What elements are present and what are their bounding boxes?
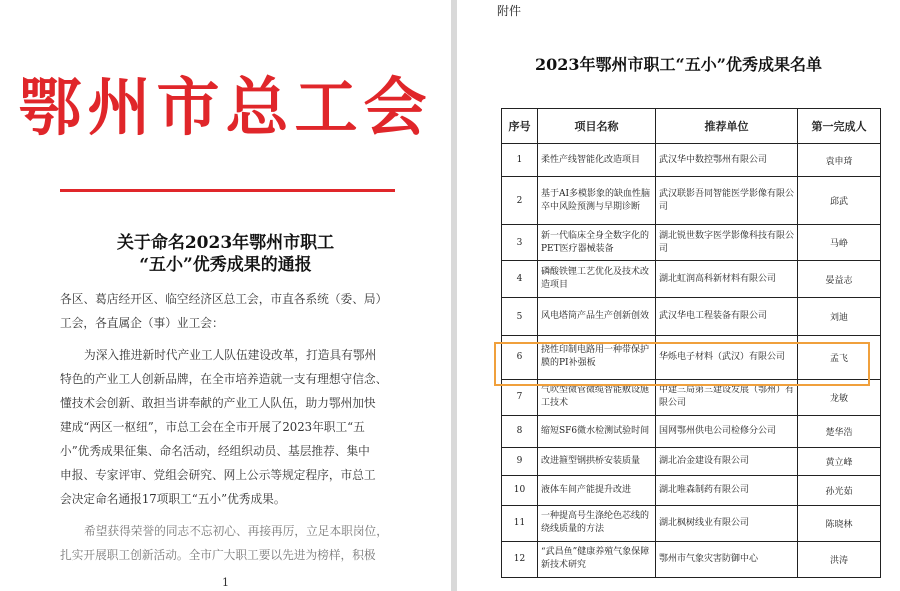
table-row bbox=[502, 144, 881, 177]
notice-title-line-2: “五小”优秀成果的通报 bbox=[139, 255, 312, 275]
column-header: 第一完成人 bbox=[798, 109, 881, 144]
project-name: 风电塔筒产品生产创新创效 bbox=[538, 298, 656, 336]
table-row bbox=[502, 447, 881, 475]
recommending-unit: 华烁电子材料（武汉）有限公司 bbox=[656, 336, 798, 379]
body-line: 扎实开展职工创新活动。全市广大职工要以先进为榜样，积极 bbox=[60, 548, 376, 562]
project-name: 缩短SF6微水检测试验时间 bbox=[538, 415, 656, 447]
project-name: 液体车间产能提升改进 bbox=[538, 475, 656, 505]
recommending-unit: 湖北虹润高科新材料有限公司 bbox=[656, 261, 798, 298]
masthead-title: 鄂州市总工会 bbox=[18, 70, 433, 144]
first-contributor: 楚华浩 bbox=[798, 415, 881, 447]
row-number: 10 bbox=[502, 475, 538, 505]
first-contributor: 袁申琦 bbox=[798, 144, 881, 177]
recommending-unit: 湖北锐世数字医学影像科技有限公司 bbox=[656, 225, 798, 261]
page-number: 1 bbox=[222, 576, 229, 589]
recommending-unit: 鄂州市气象灾害防御中心 bbox=[656, 541, 798, 577]
project-name: 柔性产线智能化改造项目 bbox=[538, 144, 656, 177]
recommending-unit: 湖北唯森制药有限公司 bbox=[656, 475, 798, 505]
project-name: 磷酸铁锂工艺优化及技术改造项目 bbox=[538, 261, 656, 298]
first-contributor: 邱武 bbox=[798, 177, 881, 225]
recommending-unit: 中建三局第三建设发展（鄂州）有限公司 bbox=[656, 379, 798, 415]
attachment-label: 附件 bbox=[497, 4, 522, 18]
table-row bbox=[502, 261, 881, 298]
recommending-unit: 湖北枫树线业有限公司 bbox=[656, 505, 798, 541]
table-row bbox=[502, 505, 881, 541]
row-number: 6 bbox=[502, 336, 538, 379]
first-contributor: 龙敏 bbox=[798, 379, 881, 415]
table-header-row bbox=[502, 109, 881, 144]
notice-title-line-1: 关于命名2023年鄂州市职工 bbox=[116, 233, 335, 253]
column-header: 推荐单位 bbox=[656, 109, 798, 144]
first-contributor: 陈晓林 bbox=[798, 505, 881, 541]
table-row bbox=[502, 177, 881, 225]
body-line: 会决定命名通报17项职工“五小”优秀成果。 bbox=[60, 492, 286, 506]
project-name: 气吹型微管微缆智能敷设施工技术 bbox=[538, 379, 656, 415]
row-number: 7 bbox=[502, 379, 538, 415]
table-row bbox=[502, 379, 881, 415]
column-header: 项目名称 bbox=[538, 109, 656, 144]
project-name: 新一代临床全身全数字化的PET医疗器械装备 bbox=[538, 225, 656, 261]
attachment-page bbox=[457, 0, 900, 591]
project-name: 挠性印制电路用一种带保护膜的PI补强板 bbox=[538, 336, 656, 379]
body-line: 建成“两区一枢纽”，市总工会在全市开展了2023年职工“五 bbox=[60, 420, 365, 434]
row-number: 3 bbox=[502, 225, 538, 261]
first-contributor: 刘迪 bbox=[798, 298, 881, 336]
project-name: “武昌鱼”健康养殖气象保障新技术研究 bbox=[538, 541, 656, 577]
row-number: 11 bbox=[502, 505, 538, 541]
first-contributor: 马峥 bbox=[798, 225, 881, 261]
recommending-unit: 武汉联影吾同智能医学影像有限公司 bbox=[656, 177, 798, 225]
body-line: 特色的产业工人创新品牌，在全市培养造就一支有理想守信念、 bbox=[60, 372, 388, 386]
body-line: 申报、专家评审、党组会研究、网上公示等规定程序，市总工 bbox=[60, 468, 376, 482]
table-row bbox=[502, 298, 881, 336]
table-row bbox=[502, 415, 881, 447]
row-number: 2 bbox=[502, 177, 538, 225]
row-number: 5 bbox=[502, 298, 538, 336]
recommending-unit: 国网鄂州供电公司检修分公司 bbox=[656, 415, 798, 447]
first-contributor: 孙光茹 bbox=[798, 475, 881, 505]
award-table bbox=[501, 108, 881, 578]
table-row bbox=[502, 225, 881, 261]
row-number: 8 bbox=[502, 415, 538, 447]
first-contributor: 洪涛 bbox=[798, 541, 881, 577]
recommending-unit: 武汉华电工程装备有限公司 bbox=[656, 298, 798, 336]
list-title: 2023年鄂州市职工“五小”优秀成果名单 bbox=[535, 55, 822, 74]
project-name: 改进箍型钢拱桥安装质量 bbox=[538, 447, 656, 475]
body-line: 小”优秀成果征集、命名活动，经组织动员、基层推荐、集中 bbox=[60, 444, 370, 458]
recommending-unit: 湖北冶金建设有限公司 bbox=[656, 447, 798, 475]
first-contributor: 黄立峰 bbox=[798, 447, 881, 475]
row-number: 12 bbox=[502, 541, 538, 577]
row-number: 1 bbox=[502, 144, 538, 177]
first-contributor: 晏益志 bbox=[798, 261, 881, 298]
row-number: 4 bbox=[502, 261, 538, 298]
project-name: 基于AI多模影象的缺血性脑卒中风险预测与早期诊断 bbox=[538, 177, 656, 225]
column-header: 序号 bbox=[502, 109, 538, 144]
body-line: 懂技术会创新、敢担当讲奉献的产业工人队伍，助力鄂州加快 bbox=[60, 396, 376, 410]
project-name: 一种提高号生涤纶色芯线的绕线质量的方法 bbox=[538, 505, 656, 541]
body-line: 各区、葛店经开区、临空经济区总工会，市直各系统（委、局） bbox=[60, 292, 388, 306]
body-line: 为深入推进新时代产业工人队伍建设改革，打造具有鄂州 bbox=[84, 348, 377, 362]
red-divider bbox=[60, 189, 395, 192]
row-number: 9 bbox=[502, 447, 538, 475]
body-line: 工会，各直属企（事）业工会： bbox=[60, 316, 224, 330]
table-row bbox=[502, 336, 881, 379]
first-contributor: 孟飞 bbox=[798, 336, 881, 379]
table-row bbox=[502, 475, 881, 505]
body-line: 希望获得荣誉的同志不忘初心、再接再厉，立足本职岗位， bbox=[84, 524, 388, 538]
recommending-unit: 武汉华中数控鄂州有限公司 bbox=[656, 144, 798, 177]
table-row bbox=[502, 541, 881, 577]
